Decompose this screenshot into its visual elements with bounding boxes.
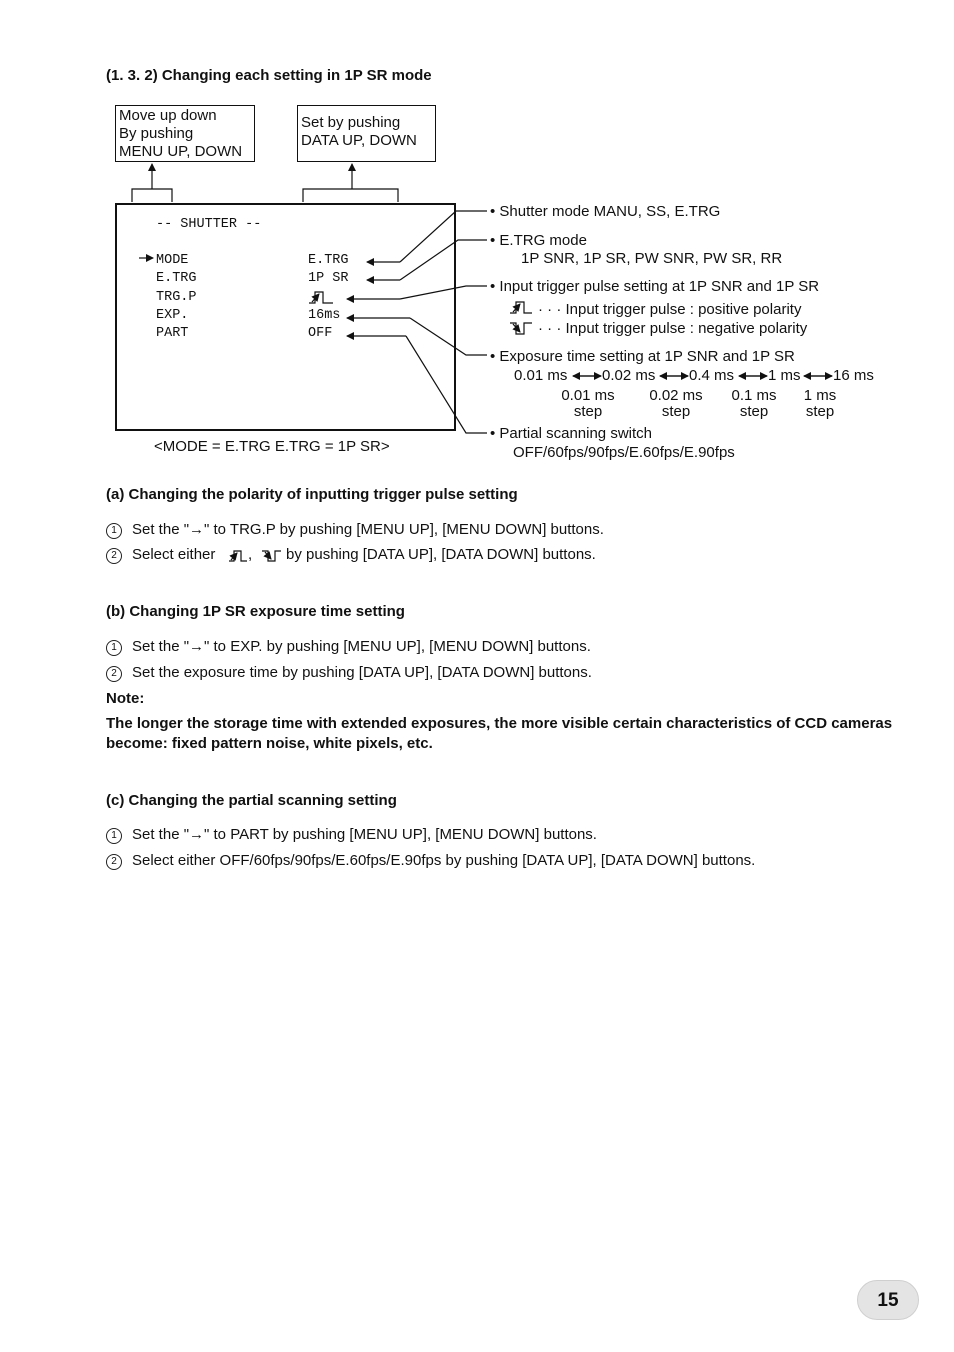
section-a-step-2-post: by pushing [DATA UP], [DATA DOWN] buttons. (286, 546, 596, 563)
exp-step-4-label: step (805, 403, 835, 420)
page-number-badge (857, 1280, 919, 1320)
section-c-step-1 (106, 826, 597, 844)
step-number-2: 2 (106, 666, 122, 682)
section-c-step-1-text: Set the "→" to PART by pushing [MENU UP], [MENU DOWN] buttons. (132, 826, 597, 843)
section-a-step-2 (106, 546, 215, 564)
set-line-1: Set by pushing (301, 114, 401, 131)
section-c-step-2-text: Select either OFF/60fps/90fps/E.60fps/E.90fps by pushing [DATA UP], [DATA DOWN] buttons. (132, 852, 756, 869)
annotation-etrg-values: 1P SNR, 1P SR, PW SNR, PW SR, RR (521, 250, 783, 267)
exp-step-1-value: 0.01 ms (561, 387, 615, 404)
exp-step-3-value: 0.1 ms (731, 387, 777, 404)
move-line-3: MENU UP, DOWN (119, 143, 243, 160)
menu-value-part: OFF (308, 326, 333, 341)
annotation-input-trigger: • Input trigger pulse setting at 1P SNR and 1P SR (490, 278, 820, 295)
section-b-step-2-text: Set the exposure time by pushing [DATA UP], [DATA DOWN] buttons. (132, 664, 592, 681)
leader-partial (406, 336, 487, 433)
menu-label-part: PART (156, 326, 189, 341)
exp-step-4-value: 1 ms (803, 387, 837, 404)
note-text: The longer the storage time with extended exposures, the more visible certain characteristics of CCD cameras become: fixed pattern noise, white pixels, etc. (106, 715, 893, 752)
annotation-partial: • Partial scanning switch (490, 425, 652, 442)
left-bracket (132, 189, 172, 202)
section-b-step-1-text: Set the "→" to EXP. by pushing [MENU UP], [MENU DOWN] buttons. (132, 638, 591, 655)
section-a-step-2-sep: , (248, 546, 253, 563)
exp-value-5: 16 ms (833, 367, 874, 384)
exp-value-2: 0.02 ms (602, 367, 656, 384)
section-heading: (1. 3. 2) Changing each setting in 1P SR mode (106, 67, 432, 84)
section-a-step-1-text: Set the "→" to TRG.P by pushing [MENU UP], [MENU DOWN] buttons. (132, 521, 604, 538)
step-number-2: 2 (106, 854, 122, 870)
section-c-heading: (c) Changing the partial scanning setting (106, 792, 397, 809)
exp-step-2-value: 0.02 ms (649, 387, 703, 404)
screen-caption: <MODE = E.TRG E.TRG = 1P SR> (154, 438, 390, 455)
menu-label-trgp: TRG.P (156, 290, 197, 305)
menu-value-mode: E.TRG (308, 253, 349, 268)
annotation-shutter-mode: • Shutter mode MANU, SS, E.TRG (490, 203, 721, 220)
leader-etrg-mode (400, 240, 487, 280)
screen-title: -- SHUTTER -- (156, 217, 262, 232)
exp-step-1-label: step (573, 403, 603, 420)
leader-exposure (410, 318, 487, 355)
menu-label-mode: MODE (156, 253, 189, 268)
step-number-1: 1 (106, 523, 122, 539)
page-number: 15 (877, 1290, 899, 1311)
annotation-negative-polarity: · · · Input trigger pulse : negative polarity (538, 320, 808, 337)
set-line-2: DATA UP, DOWN (301, 132, 417, 149)
annotation-exposure: • Exposure time setting at 1P SNR and 1P SR (490, 348, 795, 365)
right-bracket (303, 189, 398, 202)
menu-value-exp: 16ms (308, 308, 341, 323)
move-line-2: By pushing (119, 125, 194, 142)
section-c-step-2 (106, 852, 755, 870)
step-number-1: 1 (106, 828, 122, 844)
section-a-step-2-pre: Select either (132, 546, 216, 563)
annotation-etrg-mode: • E.TRG mode (490, 232, 587, 249)
menu-label-exp: EXP. (156, 308, 189, 323)
annotation-partial-values: OFF/60fps/90fps/E.60fps/E.90fps (513, 444, 735, 461)
leader-input-trigger (400, 286, 487, 299)
leader-shutter-mode (400, 211, 487, 262)
step-number-1: 1 (106, 640, 122, 656)
exp-value-3: 0.4 ms (689, 367, 735, 384)
exp-step-3-label: step (739, 403, 769, 420)
section-a-heading: (a) Changing the polarity of inputting trigger pulse setting (106, 486, 518, 503)
exp-step-2-label: step (661, 403, 691, 420)
exp-value-1: 0.01 ms (514, 367, 568, 384)
section-b-step-2 (106, 664, 592, 682)
section-b-heading: (b) Changing 1P SR exposure time setting (106, 603, 405, 620)
section-b-step-1 (106, 638, 591, 656)
annotation-positive-polarity: · · · Input trigger pulse : positive polarity (538, 301, 802, 318)
section-a-step-1 (106, 521, 604, 539)
move-line-1: Move up down (119, 107, 217, 124)
note-label: Note: (106, 690, 145, 707)
exp-value-4: 1 ms (768, 367, 801, 384)
step-number-2: 2 (106, 548, 122, 564)
menu-value-etrg: 1P SR (308, 271, 349, 286)
menu-label-etrg: E.TRG (156, 271, 197, 286)
